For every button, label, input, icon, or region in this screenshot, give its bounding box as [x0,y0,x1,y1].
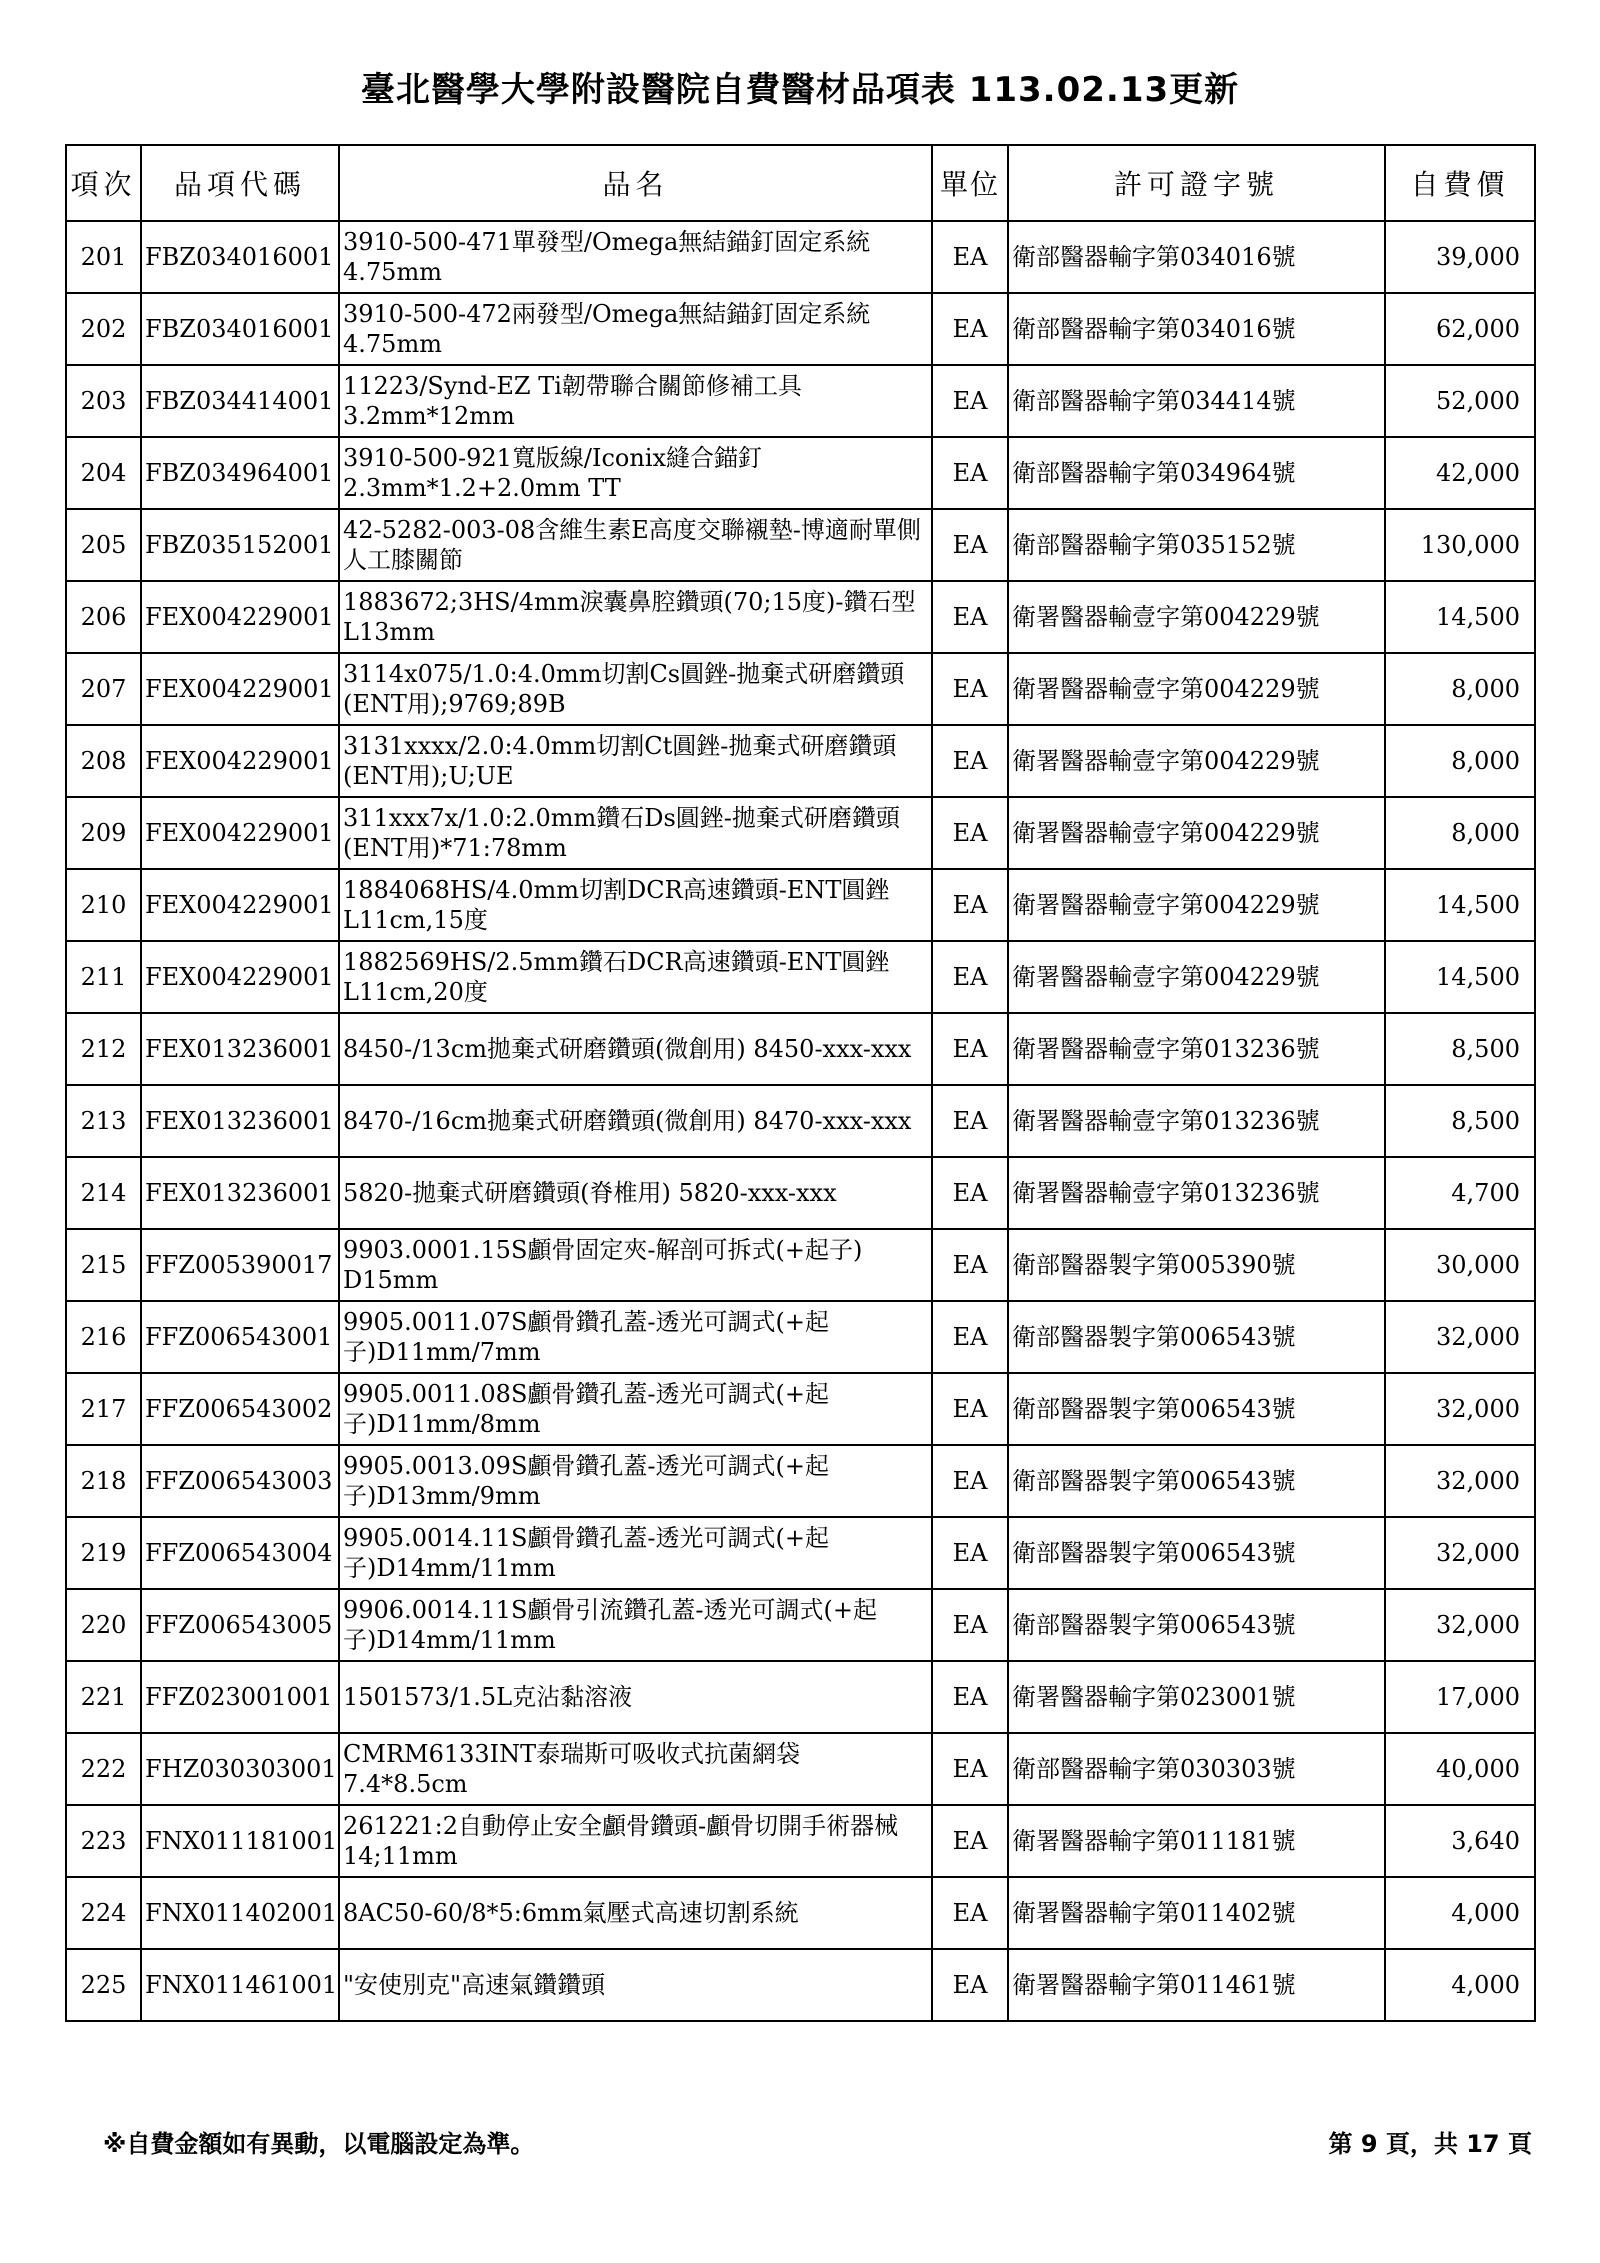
item-name: 1884068HS/4.0mm切割DCR高速鑽頭-ENT圓銼 L11cm,15度 [339,869,932,941]
item-code: FBZ034964001 [141,437,339,509]
license-number: 衛署醫器輸字第011402號 [1008,1877,1385,1949]
header-row [66,145,1535,221]
items-table [65,144,1536,2022]
item-name: 5820-拋棄式研磨鑽頭(脊椎用) 5820-xxx-xxx [339,1157,932,1229]
table-row [66,1949,1535,2021]
license-number: 衛部醫器輸字第034016號 [1008,293,1385,365]
item-number: 206 [66,581,141,653]
item-price: 130,000 [1385,509,1535,581]
item-code: FFZ006543003 [141,1445,339,1517]
license-number: 衛部醫器輸字第034964號 [1008,437,1385,509]
item-number: 219 [66,1517,141,1589]
item-name: 8450-/13cm拋棄式研磨鑽頭(微創用) 8450-xxx-xxx [339,1013,932,1085]
item-unit: EA [932,293,1008,365]
item-name: 9905.0011.08S顱骨鑽孔蓋-透光可調式(+起子)D11mm/8mm [339,1373,932,1445]
table-row [66,869,1535,941]
table-row [66,1805,1535,1877]
license-number: 衛部醫器輸字第030303號 [1008,1733,1385,1805]
item-price: 14,500 [1385,941,1535,1013]
license-number: 衛部醫器製字第006543號 [1008,1445,1385,1517]
item-number: 220 [66,1589,141,1661]
license-number: 衛部醫器製字第006543號 [1008,1517,1385,1589]
header-no: 項次 [66,145,141,221]
item-unit: EA [932,1013,1008,1085]
item-number: 202 [66,293,141,365]
item-number: 209 [66,797,141,869]
item-unit: EA [932,1445,1008,1517]
table-row [66,1877,1535,1949]
table-row [66,221,1535,293]
item-number: 212 [66,1013,141,1085]
item-code: FNX011402001 [141,1877,339,1949]
item-unit: EA [932,581,1008,653]
item-unit: EA [932,1661,1008,1733]
item-code: FFZ006543005 [141,1589,339,1661]
table-row [66,581,1535,653]
item-name: 261221:2自動停止安全顱骨鑽頭-顱骨切開手術器械 14;11mm [339,1805,932,1877]
license-number: 衛部醫器製字第006543號 [1008,1589,1385,1661]
item-unit: EA [932,1085,1008,1157]
item-code: FNX011461001 [141,1949,339,2021]
item-name: 9905.0013.09S顱骨鑽孔蓋-透光可調式(+起子)D13mm/9mm [339,1445,932,1517]
item-number: 218 [66,1445,141,1517]
item-name: 311xxx7x/1.0:2.0mm鑽石Ds圓銼-拋棄式研磨鑽頭(ENT用)*71:78mm [339,797,932,869]
item-code: FBZ034016001 [141,293,339,365]
table-row [66,1517,1535,1589]
table-row [66,1157,1535,1229]
item-code: FBZ034414001 [141,365,339,437]
license-number: 衛署醫器輸壹字第004229號 [1008,941,1385,1013]
item-code: FEX004229001 [141,797,339,869]
item-price: 8,000 [1385,653,1535,725]
table-row [66,941,1535,1013]
license-number: 衛署醫器輸壹字第013236號 [1008,1157,1385,1229]
item-name: 9906.0014.11S顱骨引流鑽孔蓋-透光可調式(+起子)D14mm/11mm [339,1589,932,1661]
item-number: 214 [66,1157,141,1229]
item-unit: EA [932,1373,1008,1445]
table-row [66,437,1535,509]
item-name: 1883672;3HS/4mm淚囊鼻腔鑽頭(70;15度)-鑽石型 L13mm [339,581,932,653]
item-number: 222 [66,1733,141,1805]
item-unit: EA [932,1733,1008,1805]
item-number: 205 [66,509,141,581]
item-price: 32,000 [1385,1445,1535,1517]
item-price: 30,000 [1385,1229,1535,1301]
license-number: 衛署醫器輸壹字第004229號 [1008,581,1385,653]
item-code: FBZ034016001 [141,221,339,293]
item-price: 52,000 [1385,365,1535,437]
item-unit: EA [932,1517,1008,1589]
header-price: 自費價 [1385,145,1535,221]
item-price: 32,000 [1385,1373,1535,1445]
item-code: FNX011181001 [141,1805,339,1877]
item-name: 8470-/16cm拋棄式研磨鑽頭(微創用) 8470-xxx-xxx [339,1085,932,1157]
item-number: 217 [66,1373,141,1445]
header-license: 許可證字號 [1008,145,1385,221]
item-name: 9905.0011.07S顱骨鑽孔蓋-透光可調式(+起子)D11mm/7mm [339,1301,932,1373]
item-code: FEX013236001 [141,1085,339,1157]
license-number: 衛部醫器輸字第035152號 [1008,509,1385,581]
item-number: 210 [66,869,141,941]
license-number: 衛部醫器製字第006543號 [1008,1301,1385,1373]
item-unit: EA [932,509,1008,581]
item-price: 4,000 [1385,1877,1535,1949]
license-number: 衛署醫器輸字第011461號 [1008,1949,1385,2021]
table-row [66,1229,1535,1301]
table-row [66,509,1535,581]
item-unit: EA [932,653,1008,725]
license-number: 衛署醫器輸壹字第013236號 [1008,1013,1385,1085]
item-unit: EA [932,941,1008,1013]
item-number: 213 [66,1085,141,1157]
item-name: CMRM6133INT泰瑞斯可吸收式抗菌網袋 7.4*8.5cm [339,1733,932,1805]
page-number: 第 9 頁，共 17 頁 [1328,2130,1532,2158]
item-unit: EA [932,1949,1008,2021]
page-title: 臺北醫學大學附設醫院自費醫材品項表 113.02.13更新 [360,70,1240,110]
table-row [66,1445,1535,1517]
item-price: 14,500 [1385,869,1535,941]
table-row [66,1013,1535,1085]
item-code: FFZ006543004 [141,1517,339,1589]
license-number: 衛部醫器輸字第034414號 [1008,365,1385,437]
item-price: 8,000 [1385,725,1535,797]
table-row [66,293,1535,365]
item-name: 3114x075/1.0:4.0mm切割Cs圓銼-拋棄式研磨鑽頭(ENT用);9769;89B [339,653,932,725]
license-number: 衛署醫器輸壹字第004229號 [1008,869,1385,941]
item-code: FFZ006543002 [141,1373,339,1445]
item-number: 224 [66,1877,141,1949]
item-price: 4,000 [1385,1949,1535,2021]
item-unit: EA [932,725,1008,797]
item-number: 225 [66,1949,141,2021]
item-code: FFZ005390017 [141,1229,339,1301]
item-price: 14,500 [1385,581,1535,653]
item-number: 208 [66,725,141,797]
item-price: 40,000 [1385,1733,1535,1805]
item-code: FEX004229001 [141,581,339,653]
table-row [66,1085,1535,1157]
item-number: 221 [66,1661,141,1733]
item-unit: EA [932,437,1008,509]
item-number: 201 [66,221,141,293]
item-price: 39,000 [1385,221,1535,293]
item-code: FEX004229001 [141,725,339,797]
header-name: 品名 [339,145,932,221]
table-row [66,365,1535,437]
item-code: FEX013236001 [141,1157,339,1229]
item-code: FFZ023001001 [141,1661,339,1733]
item-number: 204 [66,437,141,509]
item-number: 223 [66,1805,141,1877]
item-unit: EA [932,869,1008,941]
table-row [66,1589,1535,1661]
item-unit: EA [932,1589,1008,1661]
license-number: 衛署醫器輸壹字第013236號 [1008,1085,1385,1157]
item-name: 3910-500-471單發型/Omega無結錨釘固定系統 4.75mm [339,221,932,293]
item-price: 32,000 [1385,1517,1535,1589]
item-unit: EA [932,797,1008,869]
item-unit: EA [932,1877,1008,1949]
item-price: 32,000 [1385,1301,1535,1373]
item-number: 207 [66,653,141,725]
item-price: 3,640 [1385,1805,1535,1877]
item-price: 8,500 [1385,1013,1535,1085]
header-unit: 單位 [932,145,1008,221]
item-unit: EA [932,1157,1008,1229]
item-number: 216 [66,1301,141,1373]
item-price: 62,000 [1385,293,1535,365]
table-row [66,797,1535,869]
item-code: FEX004229001 [141,653,339,725]
item-unit: EA [932,365,1008,437]
item-unit: EA [932,221,1008,293]
item-name: 8AC50-60/8*5:6mm氣壓式高速切割系統 [339,1877,932,1949]
item-price: 42,000 [1385,437,1535,509]
license-number: 衛部醫器製字第005390號 [1008,1229,1385,1301]
item-price: 17,000 [1385,1661,1535,1733]
footer-note: ※自費金額如有異動，以電腦設定為準。 [103,2130,535,2158]
item-name: 42-5282-003-08含維生素E高度交聯襯墊-博適耐單側人工膝關節 [339,509,932,581]
item-name: 3910-500-921寬版線/Iconix縫合錨釘 2.3mm*1.2+2.0mm TT [339,437,932,509]
item-number: 203 [66,365,141,437]
item-price: 32,000 [1385,1589,1535,1661]
license-number: 衛署醫器輸壹字第004229號 [1008,653,1385,725]
item-name: 3131xxxx/2.0:4.0mm切割Ct圓銼-拋棄式研磨鑽頭(ENT用);U;UE [339,725,932,797]
item-number: 215 [66,1229,141,1301]
item-name: 1501573/1.5L克沾黏溶液 [339,1661,932,1733]
item-number: 211 [66,941,141,1013]
table-row [66,1661,1535,1733]
item-name: 9903.0001.15S顱骨固定夾-解剖可拆式(+起子) D15mm [339,1229,932,1301]
license-number: 衛署醫器輸字第023001號 [1008,1661,1385,1733]
table-row [66,1373,1535,1445]
item-code: FEX013236001 [141,1013,339,1085]
license-number: 衛部醫器製字第006543號 [1008,1373,1385,1445]
table-row [66,653,1535,725]
item-name: 9905.0014.11S顱骨鑽孔蓋-透光可調式(+起子)D14mm/11mm [339,1517,932,1589]
item-name: 11223/Synd-EZ Ti韌帶聯合關節修補工具 3.2mm*12mm [339,365,932,437]
table-row [66,725,1535,797]
item-price: 8,000 [1385,797,1535,869]
license-number: 衛署醫器輸壹字第004229號 [1008,725,1385,797]
item-code: FEX004229001 [141,941,339,1013]
license-number: 衛署醫器輸壹字第004229號 [1008,797,1385,869]
item-name: 3910-500-472兩發型/Omega無結錨釘固定系統 4.75mm [339,293,932,365]
item-unit: EA [932,1301,1008,1373]
item-unit: EA [932,1805,1008,1877]
item-unit: EA [932,1229,1008,1301]
item-code: FEX004229001 [141,869,339,941]
header-code: 品項代碼 [141,145,339,221]
item-name: 1882569HS/2.5mm鑽石DCR高速鑽頭-ENT圓銼 L11cm,20度 [339,941,932,1013]
table-row [66,1301,1535,1373]
item-price: 4,700 [1385,1157,1535,1229]
item-code: FHZ030303001 [141,1733,339,1805]
item-code: FBZ035152001 [141,509,339,581]
license-number: 衛署醫器輸字第011181號 [1008,1805,1385,1877]
item-price: 8,500 [1385,1085,1535,1157]
license-number: 衛部醫器輸字第034016號 [1008,221,1385,293]
item-name: "安使別克"高速氣鑽鑽頭 [339,1949,932,2021]
item-code: FFZ006543001 [141,1301,339,1373]
table-row [66,1733,1535,1805]
